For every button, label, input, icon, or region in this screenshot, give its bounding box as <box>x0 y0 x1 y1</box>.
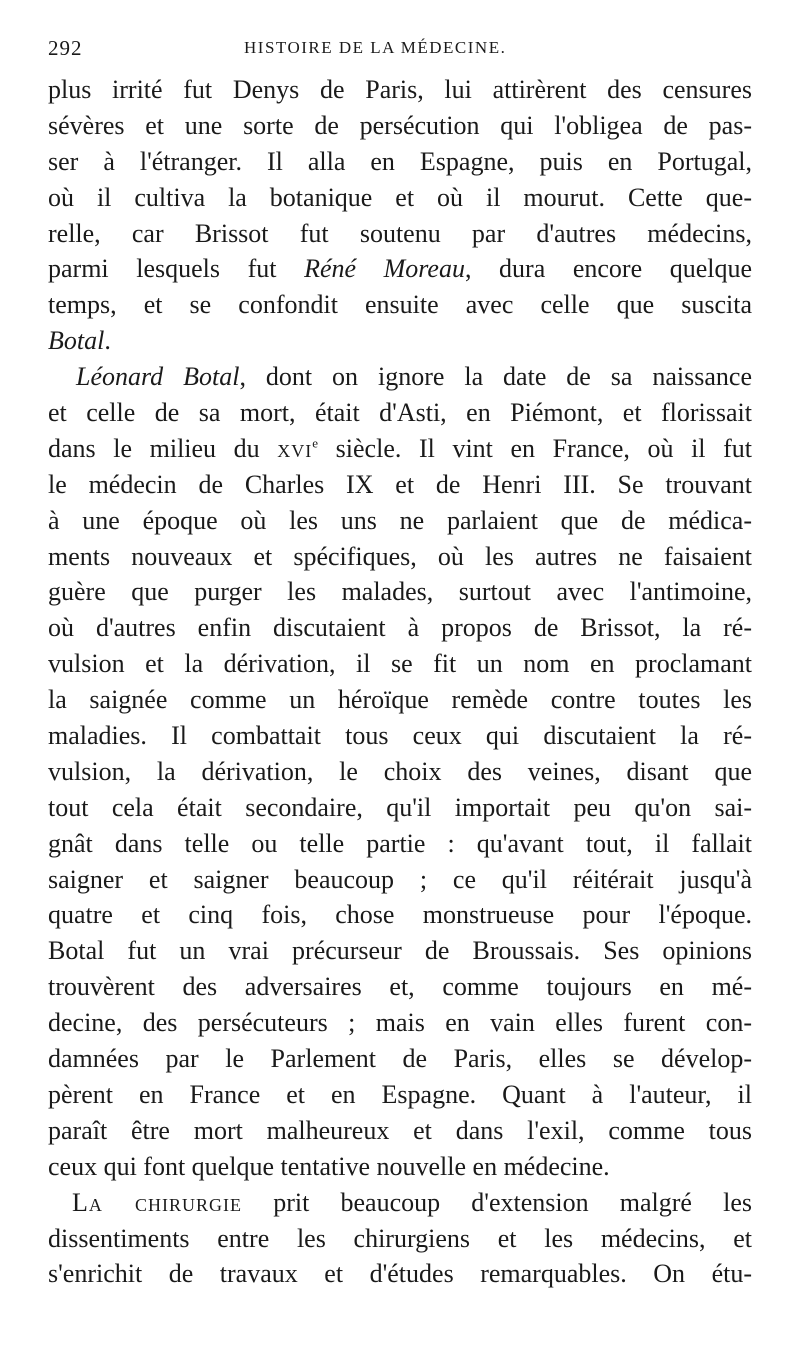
page-number: 292 <box>48 36 83 60</box>
text-line: decine, des persécuteurs ; mais en vain elles furent con- <box>48 1008 752 1038</box>
text-line: s'enrichit de travaux et d'études remarquables. On étu- <box>48 1259 752 1289</box>
text-line: où il cultiva la botanique et où il mourut. Cette que- <box>48 182 752 212</box>
text-line <box>48 431 752 467</box>
paragraph-start-line <box>48 359 752 395</box>
text-line: dissentiments entre les chirurgiens et les médecins, et <box>48 1223 752 1253</box>
text-run: dans le milieu du <box>48 433 260 463</box>
text-line: damnées par le Parlement de Paris, elles se dévelop- <box>48 1044 752 1074</box>
text-line: le médecin de Charles IX et de Henri III. Se trouvant <box>48 469 752 499</box>
person-name-italic: Léonard Botal <box>76 362 240 392</box>
text-line: où d'autres enfin discutaient à propos de Brissot, la ré- <box>48 613 752 643</box>
text-line: ments nouveaux et spécifiques, où les autres ne faisaient <box>48 541 752 571</box>
text-line: tout cela était secondaire, qu'il importait peu qu'on sai- <box>48 792 752 822</box>
text-line: ser à l'étranger. Il alla en Espagne, puis en Portugal, <box>48 146 752 176</box>
century-numeral: xvi <box>277 433 313 463</box>
text-line: gnât dans telle ou telle partie : qu'avant tout, il fallait <box>48 828 752 858</box>
text-run: parmi lesquels fut <box>48 254 277 284</box>
text-line: et celle de sa mort, était d'Asti, en Piémont, et florissait <box>48 398 752 428</box>
text-line: guère que purger les malades, surtout avec l'antimoine, <box>48 577 752 607</box>
text-run: , dura encore quelque <box>464 254 752 284</box>
body-text <box>48 72 752 1292</box>
text-line <box>48 323 752 359</box>
text-line: Botal fut un vrai précurseur de Broussais. Ses opinions <box>48 936 752 966</box>
text-line: temps, et se confondit ensuite avec celle que suscita <box>48 290 752 320</box>
running-title: HISTOIRE DE LA MÉDECINE. <box>244 38 507 57</box>
text-line: pèrent en France et en Espagne. Quant à l'auteur, il <box>48 1079 752 1109</box>
text-run: siècle. Il vint en France, où il fut <box>335 433 752 463</box>
text-line: ceux qui font quelque tentative nouvelle en médecine. <box>48 1151 610 1181</box>
text-line: relle, car Brissot fut soutenu par d'autres médecins, <box>48 218 752 248</box>
text-line: saigner et saigner beaucoup ; ce qu'il réitérait jusqu'à <box>48 864 752 894</box>
paragraph-start-line <box>48 1185 752 1221</box>
person-name-italic: Réné Moreau <box>304 254 465 284</box>
text-run: prit beaucoup d'extension malgré les <box>273 1187 752 1217</box>
text-line: la saignée comme un héroïque remède contre toutes les <box>48 685 752 715</box>
text-line <box>48 251 752 287</box>
text-run: . <box>104 326 111 356</box>
section-lead-smallcaps: La chirurgie <box>72 1187 243 1217</box>
text-line: à une époque où les uns ne parlaient que de médica- <box>48 505 752 535</box>
person-name-italic: Botal <box>48 326 105 356</box>
running-header <box>48 36 760 64</box>
text-line: sévères et une sorte de persécution qui l'obligea de pas- <box>48 110 752 140</box>
text-line: maladies. Il combattait tous ceux qui discutaient la ré- <box>48 721 752 751</box>
text-line: paraît être mort malheureux et dans l'exil, comme tous <box>48 1115 752 1145</box>
text-run: , dont on ignore la date de sa naissance <box>239 362 752 392</box>
text-line: trouvèrent des adversaires et, comme toujours en mé- <box>48 972 752 1002</box>
text-line: vulsion, la dérivation, le choix des veines, disant que <box>48 756 752 786</box>
text-line: quatre et cinq fois, chose monstrueuse pour l'époque. <box>48 900 752 930</box>
ordinal-superscript: e <box>312 435 319 451</box>
text-line: vulsion et la dérivation, il se fit un nom en proclamant <box>48 649 752 679</box>
text-line: plus irrité fut Denys de Paris, lui attirèrent des censures <box>48 75 752 104</box>
